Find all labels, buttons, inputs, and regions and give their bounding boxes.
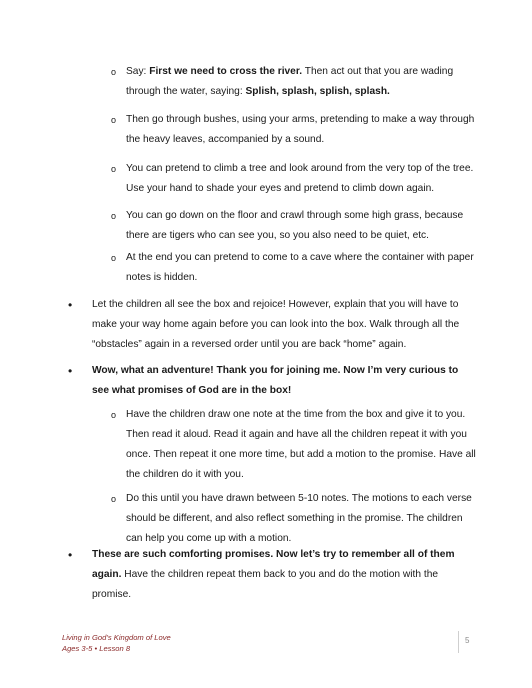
- circle-bullet-icon: o: [111, 67, 117, 77]
- sub-bullet-draw-note: [111, 405, 476, 485]
- bold-text-run: Wow, what an adventure! Thank you for joining me. Now I’m very curious to see what promises of God are in the box!: [92, 365, 459, 396]
- circle-bullet-icon: o: [111, 410, 117, 420]
- text-run: Do this until you have drawn between 5-10 notes. The motions to each verse should be different, and also reflect something in the promise. The children can help you come up with a motion.: [126, 493, 472, 544]
- circle-bullet-icon: o: [111, 494, 117, 504]
- circle-bullet-icon: o: [111, 211, 117, 221]
- item-text: [126, 66, 453, 97]
- item-text: [126, 409, 476, 480]
- text-run: You can go down on the floor and crawl through some high grass, because there are tigers who can see you, so you also need to be quiet, etc.: [126, 210, 464, 241]
- text-run: Say:: [126, 66, 150, 77]
- footer-line-2: Ages 3-5 • Lesson 8: [62, 644, 131, 653]
- text-run: Let the children all see the box and rejoice! However, explain that you will have to make your way home again before you can look into the box. Walk through all the “obstacles” again in a reversed order until you are back “home” again.: [92, 299, 460, 350]
- item-text: [92, 549, 455, 600]
- item-text: [126, 114, 474, 145]
- item-text: [126, 163, 473, 194]
- footer-series-title: [62, 632, 171, 654]
- sub-bullet-bushes: [111, 110, 476, 150]
- footer-divider: [458, 631, 459, 653]
- bold-text-run: First we need to cross the river.: [149, 66, 303, 77]
- text-run: Have the children repeat them back to you and do the motion with the promise.: [92, 569, 439, 600]
- item-text: [92, 365, 458, 396]
- text-run: Have the children draw one note at the time from the box and give it to you. Then read it aloud. Read it again and have all the children repeat it with you once. Then repeat it one more time, but add a motion to the promise. Have all the children do it with you.: [126, 409, 476, 480]
- bold-text-run: Splish, splash, splish, splash.: [245, 86, 390, 97]
- text-run: You can pretend to climb a tree and look around from the very top of the tree. Use your hand to shade your eyes and pretend to climb down again.: [126, 163, 474, 194]
- bullet-adventure: [68, 361, 476, 401]
- circle-bullet-icon: o: [111, 115, 117, 125]
- disc-bullet-icon: •: [68, 298, 73, 312]
- page-number: 5: [465, 636, 470, 645]
- circle-bullet-icon: o: [111, 253, 117, 263]
- item-text: [126, 493, 472, 544]
- sub-bullet-climb-tree: [111, 159, 476, 199]
- circle-bullet-icon: o: [111, 164, 117, 174]
- sub-bullet-repeat-notes: [111, 489, 476, 549]
- item-text: [92, 299, 459, 350]
- item-text: [126, 210, 463, 241]
- footer-line-1: Living in God’s Kingdom of Love: [62, 633, 171, 642]
- bullet-comforting-promises: [68, 545, 476, 605]
- text-run: Then go through bushes, using your arms, pretending to make a way through the heavy leaves, accompanied by a sound.: [126, 114, 475, 145]
- sub-bullet-cross-river: [111, 62, 476, 102]
- item-text: [126, 252, 474, 283]
- bold-text-run: These are such comforting promises. Now let’s try to remember all of them again.: [92, 549, 455, 580]
- bullet-see-box: [68, 295, 476, 355]
- sub-bullet-crawl-grass: [111, 206, 476, 246]
- disc-bullet-icon: •: [68, 548, 73, 562]
- text-run: Then act out that you are wading through the water, saying:: [126, 66, 454, 97]
- sub-bullet-cave: [111, 248, 476, 288]
- disc-bullet-icon: •: [68, 364, 73, 378]
- text-run: At the end you can pretend to come to a cave where the container with paper notes is hidden.: [126, 252, 474, 283]
